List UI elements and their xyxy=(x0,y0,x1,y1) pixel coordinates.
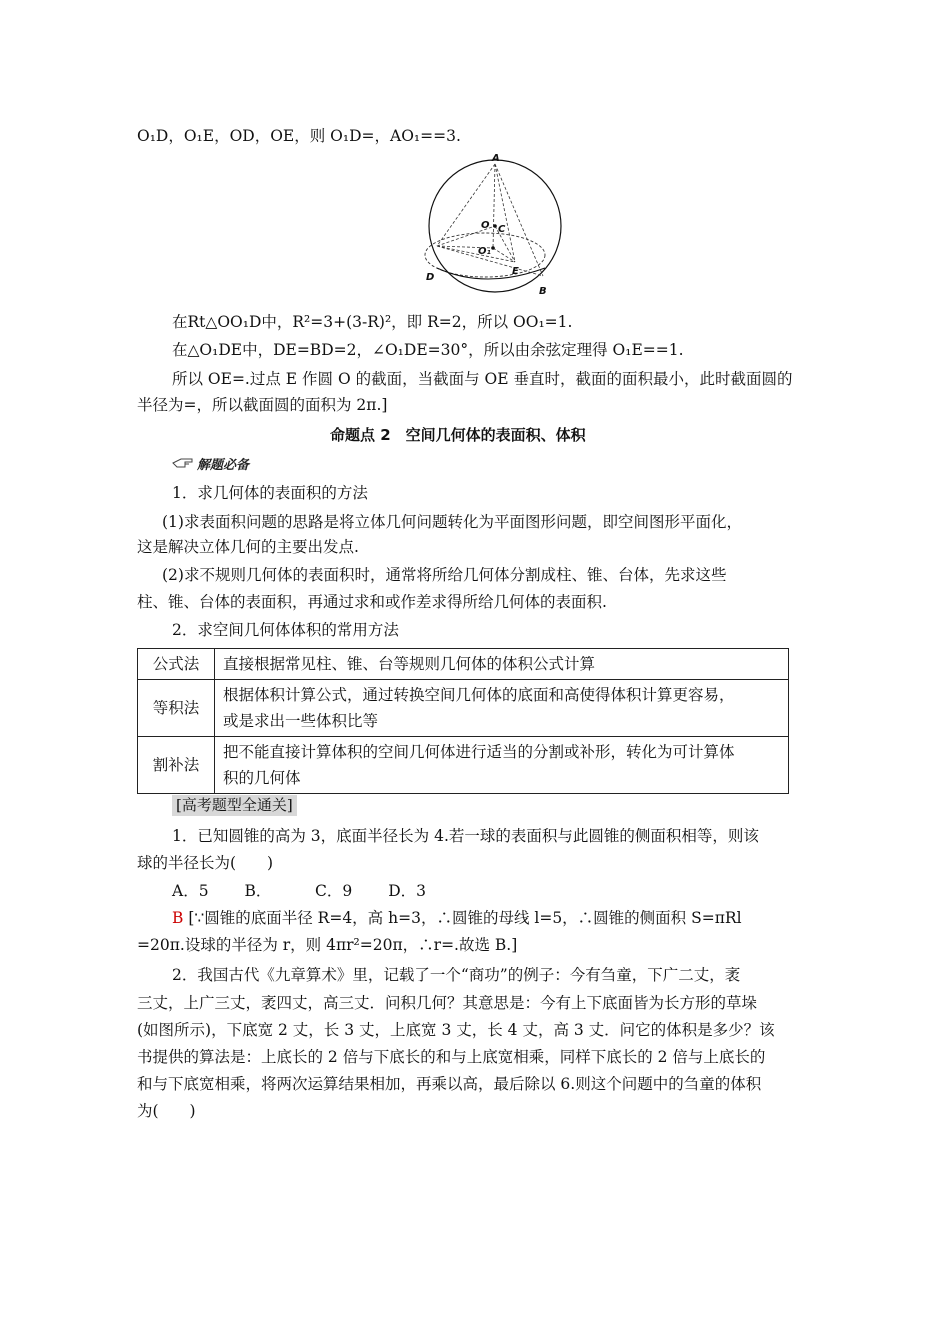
q2-line-4: 书提供的算法是：上底长的 2 倍与下底长的和与上底宽相乘，同样下底长的 2 倍与上底长的 xyxy=(137,1048,766,1066)
q2-line-2: 三丈，上广三丈，袤四丈，高三丈．问积几何？其意思是：今有上下底面皆为长方形的草垛 xyxy=(137,994,758,1012)
practice-title: [高考题型全通关] xyxy=(172,795,297,816)
volume-methods-table xyxy=(137,648,789,794)
solution-line-2: 在△O₁DE中，DE=BD=2，∠O₁DE=30°，所以由余弦定理得 O₁E==1. xyxy=(172,341,684,359)
table-row xyxy=(138,680,789,737)
label-E: E xyxy=(512,266,519,277)
table-row xyxy=(138,649,789,680)
method-desc: 根据体积计算公式，通过转换空间几何体的底面和高使得体积计算更容易， 或是求出一些体积比等 xyxy=(215,680,789,737)
solution-line-4: 半径为=，所以截面圆的面积为 2π.] xyxy=(137,396,388,414)
pointing-hand-icon xyxy=(172,456,194,470)
tip-tag xyxy=(172,452,249,474)
label-C: C xyxy=(498,224,506,235)
q1-answer: B xyxy=(172,909,184,927)
q1-explanation-1: B [∵圆锥的底面半径 R=4，高 h=3，∴圆锥的母线 l=5，∴圆锥的侧面积 S=πRl xyxy=(172,909,742,927)
q2-line-1: 2．我国古代《九章算术》里，记载了一个“商功”的例子：今有刍童，下广二丈，袤 xyxy=(172,966,741,984)
method-desc: 直接根据常见柱、锥、台等规则几何体的体积公式计算 xyxy=(215,649,789,680)
method-p2b: 柱、锥、台体的表面积，再通过求和或作差求得所给几何体的表面积. xyxy=(137,593,607,611)
tip-tag-label: 解题必备 xyxy=(197,457,250,473)
section-title: 命题点 2 空间几何体的表面积、体积 xyxy=(330,426,586,444)
label-O: O xyxy=(481,220,490,231)
method-heading-1: 1．求几何体的表面积的方法 xyxy=(172,484,368,502)
q1-options: A．5 B． C．9 D．3 xyxy=(172,882,426,900)
method-p1b: 这是解决立体几何的主要出发点. xyxy=(137,538,359,556)
solution-line-3: 所以 OE=.过点 E 作圆 O 的截面，当截面与 OE 垂直时，截面的面积最小，此时截面圆的 xyxy=(172,370,793,388)
method-name: 等积法 xyxy=(138,680,215,737)
table-row xyxy=(138,737,789,794)
label-O1: O₁ xyxy=(478,246,491,257)
method-name: 公式法 xyxy=(138,649,215,680)
method-heading-2: 2．求空间几何体体积的常用方法 xyxy=(172,621,399,639)
sphere-cone-figure xyxy=(415,150,575,300)
top-line: O₁D，O₁E，OD，OE，则 O₁D=，AO₁==3. xyxy=(137,127,461,145)
solution-line-1: 在Rt△OO₁D中，R²=3+(3-R)²，即 R=2，所以 OO₁=1. xyxy=(172,313,573,331)
label-A: A xyxy=(492,153,500,164)
method-desc: 把不能直接计算体积的空间几何体进行适当的分割或补形，转化为可计算体 积的几何体 xyxy=(215,737,789,794)
q1-line-2: 球的半径长为( ) xyxy=(137,854,274,872)
method-name: 割补法 xyxy=(138,737,215,794)
label-D: D xyxy=(426,272,435,283)
method-p1a: (1)求表面积问题的思路是将立体几何问题转化为平面图形问题，即空间图形平面化， xyxy=(162,513,742,531)
q2-line-3: (如图所示)，下底宽 2 丈，长 3 丈，上底宽 3 丈，长 4 丈，高 3 丈．问它的体积是多少？该 xyxy=(137,1021,775,1039)
q1-explanation-2: =20π.设球的半径为 r，则 4πr²=20π，∴r=.故选 B.] xyxy=(137,936,518,954)
label-B: B xyxy=(539,286,547,297)
method-p2a: (2)求不规则几何体的表面积时，通常将所给几何体分割成柱、锥、台体，先求这些 xyxy=(162,566,727,584)
q1-line-1: 1．已知圆锥的高为 3，底面半径长为 4.若一球的表面积与此圆锥的侧面积相等，则该 xyxy=(172,827,759,845)
q2-line-5: 和与下底宽相乘，将两次运算结果相加，再乘以高，最后除以 6.则这个问题中的刍童的体积 xyxy=(137,1075,762,1093)
q2-line-6: 为( ) xyxy=(137,1102,196,1120)
